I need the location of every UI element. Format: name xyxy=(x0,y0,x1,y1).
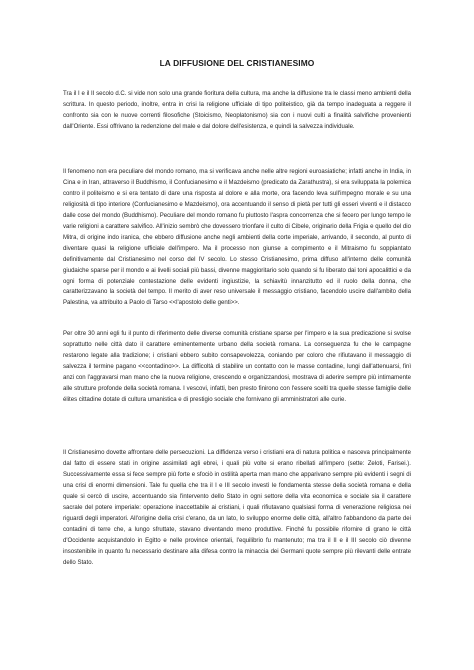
document-title: LA DIFFUSIONE DEL CRISTIANESIMO xyxy=(159,58,315,68)
paragraph-1: Tra il I e il II secolo d.C. si vide non solo una grande fioritura della cultura, ma anche la diffusione tra le classi meno ambienti della scrittura. In questo periodo, inoltre, entra in crisi la religione ufficiale di tipo politeistico, già da tempo inadeguata a reggere il confronto sia con le nuove correnti filosofiche (Stoicismo, Neoplatonismo) sia con i nuovi culti a finalità salvifiche provenienti dall'Oriente. Essi offrivano la redenzione del male e dal dolore dell'esistenza, e quindi la salvezza individuale. xyxy=(63,91,411,130)
paragraph-2: Il fenomeno non era peculiare del mondo romano, ma si verificava anche nelle altre regioni euroasiatiche; infatti anche in India, in Cina e in Iran, attraverso il Buddhismo, il Confucianesimo e il Mazdeismo (predicato da Zarathustra), si era sviluppata la polemica contro il politeismo e si era tentato di dare una risposta al dolore e alla morte, ora facendo leva sull'impegno morale e su una religiosità di tipo interiore (Confucianesimo e Mazdeismo), ora accentuando il senso di pietà per tutti gli esseri viventi e il distacco dalle cose del mondo (Buddhismo). Peculiare del mondo romano fu piuttosto l'aspra concorrenza che si fecero per lungo tempo le varie religioni a carattere salvifico. All'inizio sembrò che dovessero trionfare il culto di Cibele, originario della Frigia e quello del dio Mitra, di origine indo iranica, che ebbero diffusione anche negli ambienti della corte imperiale, arrivando, il secondo, al punto di diventare quasi la religione ufficiale dell'impero. Ma il processo non giunse a compimento e il Mitraismo fu soppiantato definitivamente dal Cristianesimo nel corso del IV secolo. Lo stesso Cristianesimo, prima diffuso all'interno delle comunità giudaiche sparse per il mondo e ai livelli sociali più bassi, divenne maggioritario solo quando si fu liberato dai toni apocalittici e da ogni forma di potenziale contestazione delle evidenti ingiustizie, la schiavitù innanzitutto ed il ruolo della donna, che caratterizzavano la società del tempo. Il merito di aver reso universale il messaggio cristiano, facendolo uscire dall'ambito della Palestina, va attribuito a Paolo di Tarso <<l'apostolo delle genti>>. xyxy=(63,169,411,307)
paragraph-4: Il Cristianesimo dovette affrontare delle persecuzioni. La diffidenza verso i cristiani era di natura politica e nasceva principalmente dal fatto di essere stati in origine assimilati agli ebrei, i quali più volte si erano ribellati all'impero (sette: Zeloti, Farisei.). Successivamente essa si fece sempre più forte e sfociò in ostilità aperta man mano che apparivano sempre più evidenti i segni di una crisi di enormi dimensioni. Tale fu quella che tra il I e III secolo investì le fondamenta stesse della società romana e della quale si cercò di uscire, accentuando sia l'intervento dello Stato in ogni settore della vita economica e sociale sia il carattere sacrale del potere imperiale: operazione inaccettabile ai cristiani, i quali rifiutavano qualsiasi forma di venerazione religiosa nei riguardi degli imperatori. All'origine della crisi c'erano, da un lato, lo sviluppo enorme delle città, all'altro l'abbandono da parte dei contadini di terre che, a lungo sfruttate, stavano diventando meno produttive. Finché fu possibile rifornire di grano le città d'Occidente acquistandolo in Egitto e nelle province orientali, l'equilibrio fu mantenuto; ma tra il II e il III secolo ciò divenne insostenibile in quanto fu necessario destinare alla difesa contro la minaccia dei Germani quote sempre più rilevanti delle entrate dello Stato. xyxy=(63,450,411,566)
paragraph-3: Per oltre 30 anni egli fu il punto di riferimento delle diverse comunità cristiane sparse per l'impero e la sua predicazione si svolse soprattutto nelle città dato il carattere eminentemente urbano della società romana. La conseguenza fu che le campagne restarono legate alla tradizione; i cristiani ebbero subito consapevolezza, coniando per coloro che rifiutavano il messaggio di salvezza il termine pagano <<contadino>>. La difficoltà di stabilire un contatto con le masse contadine, lungi dall'attenuarsi, finì anzi con l'aggravarsi man mano che la nuova religione, crescendo e organizzandosi, mostrava di aderire sempre più intimamente alle strutture profonde della società romana. I vescovi, infatti, ben presto finirono con l'essere scelti tra quelle stesse famiglie delle élites cittadine dotate di cultura umanistica e di prestigio sociale che fornivano gli amministratori alle curie. xyxy=(63,331,411,403)
